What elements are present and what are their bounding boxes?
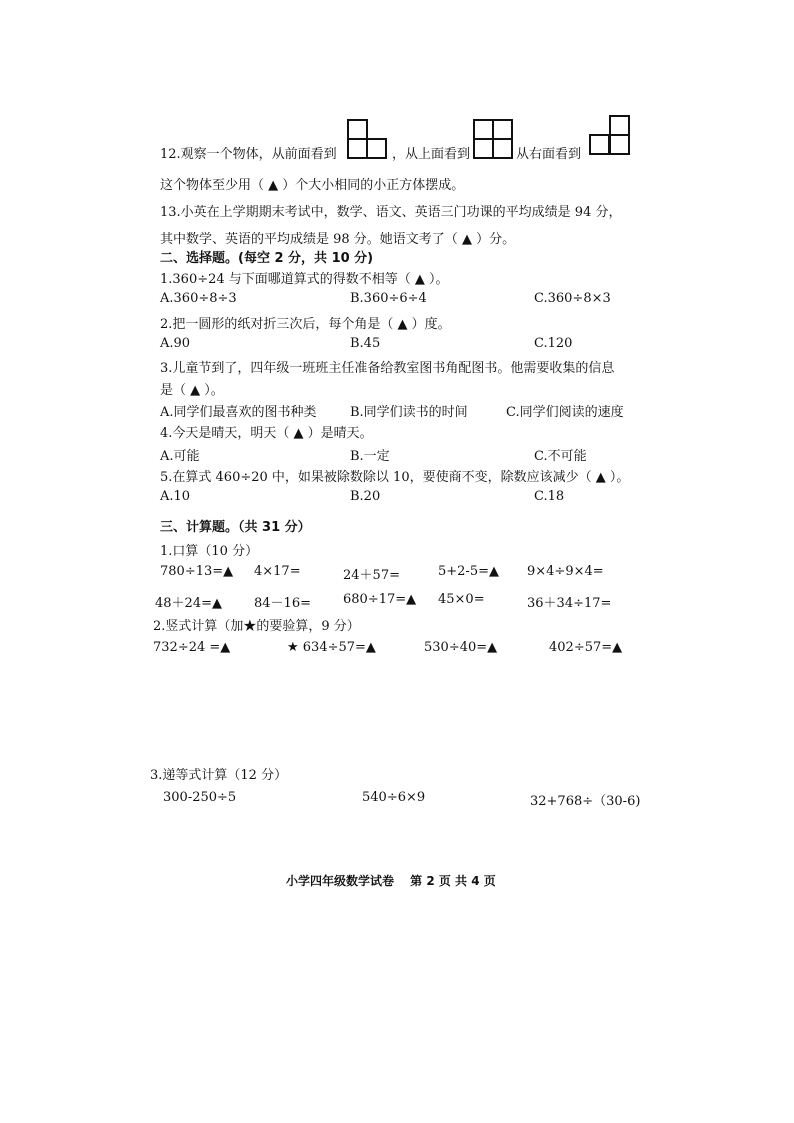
s2-q1-option-a: A.360÷8÷3 xyxy=(160,291,237,306)
s2-q5-option-a: A.10 xyxy=(160,489,191,504)
s2-q2-option-b: B.45 xyxy=(350,336,381,351)
page-footer: 小学四年级数学试卷 第 2 页 共 4 页 xyxy=(286,874,496,888)
oral-calc-item: 4×17= xyxy=(254,564,301,579)
oral-calc-item: 48＋24=▲ xyxy=(155,596,222,611)
s2-q1-stem: 1.360÷24 与下面哪道算式的得数不相等（ ▲ ）。 xyxy=(160,272,449,287)
s2-q1-option-b: B.360÷6÷4 xyxy=(350,291,427,306)
front-view-figure xyxy=(347,119,389,161)
oral-calc-item: 45×0= xyxy=(438,592,485,607)
stepwise-calc-item: 540÷6×9 xyxy=(362,790,426,805)
s2-q3-option-a: A.同学们最喜欢的图书种类 xyxy=(160,405,317,420)
s2-q4-option-b: B.一定 xyxy=(350,449,390,464)
q12-line1-b: ，从上面看到 xyxy=(392,147,471,162)
s3-part3-title: 3.递等式计算（12 分） xyxy=(150,768,288,783)
s2-q1-option-c: C.360÷8×3 xyxy=(534,291,611,306)
s2-q2-stem: 2.把一圆形的纸对折三次后，每个角是（ ▲ ）度。 xyxy=(160,317,451,332)
oral-calc-item: 24＋57= xyxy=(343,568,400,583)
s2-q4-stem: 4.今天是晴天，明天（ ▲ ）是晴天。 xyxy=(160,426,373,441)
oral-calc-item: 780÷13=▲ xyxy=(160,564,234,579)
q13-line2: 其中数学、英语的平均成绩是 98 分。她语文考了（ ▲ ）分。 xyxy=(160,232,516,247)
s3-part1-title: 1.口算（10 分） xyxy=(160,544,259,559)
s2-q3-option-b: B.同学们读书的时间 xyxy=(350,405,468,420)
oral-calc-item: 9×4÷9×4= xyxy=(527,564,604,579)
s2-q4-option-a: A.可能 xyxy=(160,449,200,464)
vertical-calc-item: 402÷57=▲ xyxy=(549,640,623,655)
q12-line1-c: 从右面看到 xyxy=(516,147,582,162)
s2-q5-option-b: B.20 xyxy=(350,489,381,504)
stepwise-calc-item: 32+768÷（30-6) xyxy=(530,794,641,809)
stepwise-calc-item: 300-250÷5 xyxy=(163,790,237,805)
s2-q3-stem: 3.儿童节到了，四年级一班班主任准备给教室图书角配图书。他需要收集的信息 xyxy=(160,361,615,376)
s2-q5-stem: 5.在算式 460÷20 中，如果被除数除以 10，要使商不变，除数应该减少（ ▲ ）。 xyxy=(160,470,630,485)
oral-calc-item: 84－16= xyxy=(254,596,311,611)
section3-title: 三、计算题。（共 31 分） xyxy=(160,520,311,535)
vertical-calc-item: ★ 634÷57=▲ xyxy=(287,640,376,655)
s2-q2-option-c: C.120 xyxy=(534,336,573,351)
section2-title: 二、选择题。(每空 2 分，共 10 分) xyxy=(160,251,374,266)
right-view-figure xyxy=(589,115,632,159)
s2-q4-option-c: C.不可能 xyxy=(534,449,587,464)
oral-calc-item: 5+2-5=▲ xyxy=(438,564,499,579)
oral-calc-item: 680÷17=▲ xyxy=(343,592,417,607)
s2-q3-stem2: 是（ ▲ ）。 xyxy=(160,383,224,398)
s2-q5-option-c: C.18 xyxy=(534,489,565,504)
s3-part2-title: 2.竖式计算（加★的要验算，9 分） xyxy=(153,619,360,634)
q12-line2: 这个物体至少用（ ▲ ）个大小相同的小正方体摆成。 xyxy=(160,178,465,193)
s2-q3-option-c: C.同学们阅读的速度 xyxy=(506,405,624,420)
q13-line1: 13.小英在上学期期末考试中，数学、语文、英语三门功课的平均成绩是 94 分， xyxy=(160,205,622,220)
vertical-calc-item: 530÷40=▲ xyxy=(424,640,498,655)
vertical-calc-item: 732÷24 =▲ xyxy=(153,640,231,655)
q12-line1-a: 12.观察一个物体，从前面看到 xyxy=(160,147,337,162)
oral-calc-item: 36＋34÷17= xyxy=(527,596,612,611)
top-view-figure xyxy=(473,119,515,161)
s2-q2-option-a: A.90 xyxy=(160,336,191,351)
